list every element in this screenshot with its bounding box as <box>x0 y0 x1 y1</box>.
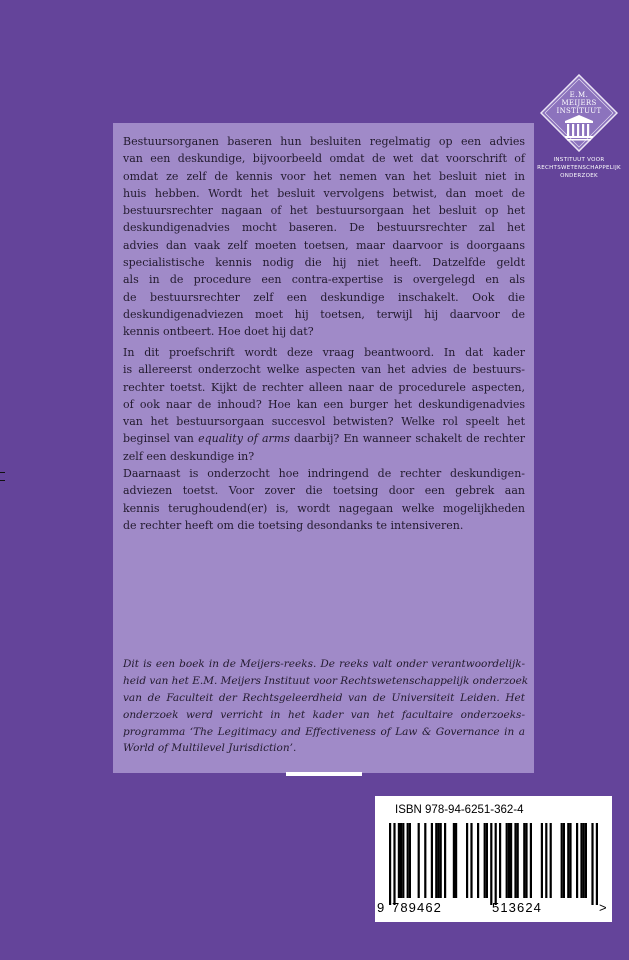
barcode-bar <box>530 823 532 898</box>
text-line: specialistische kennis nodig die hij niet heeft. Datzelfde geldt <box>123 256 525 270</box>
barcode-bar <box>517 823 519 898</box>
logo-institute: INSTITUUT <box>556 107 602 115</box>
text-line: van het bestuursorgaan succesvol betwisten? Welke rol speelt het <box>123 415 525 429</box>
barcode-bar <box>424 823 426 898</box>
barcode-bar <box>435 823 437 898</box>
text-line: rechter toetst. Kijkt de rechter alleen naar de procedurele aspecten, <box>123 380 525 394</box>
text-line: is allereerst onderzocht welke aspecten van het advies de bestuurs- <box>123 363 525 377</box>
text-line-with-emphasis <box>123 430 525 447</box>
text-line: van de Faculteit der Rechtsgeleerdheid van de Universiteit Leiden. Het <box>123 691 525 704</box>
barcode-quiet-zone-mark: > <box>599 900 607 915</box>
barcode-bar <box>523 823 525 898</box>
barcode-bar <box>495 823 497 905</box>
text-line: programma ‘The Legitimacy and Effectiveness of Law & Governance in a <box>123 725 525 738</box>
isbn-label: ISBN 978-94-6251-362-4 <box>395 804 524 816</box>
series-note <box>123 656 529 757</box>
barcode-bar <box>545 823 547 898</box>
barcode-bar <box>440 823 442 898</box>
barcode-bar <box>499 823 501 898</box>
barcode-bar <box>583 823 585 898</box>
barcode-bar <box>585 823 587 898</box>
summary-paragraph-intro <box>123 133 525 341</box>
barcode-bar <box>484 823 486 898</box>
barcode-bar <box>490 823 492 905</box>
text-line: adviezen toetst. Voor zover die toetsing door een gebrek aan <box>123 484 525 498</box>
barcode-bar <box>444 823 446 898</box>
barcode-bar <box>525 823 527 898</box>
barcode-bar <box>561 823 563 898</box>
text-line: omdat ze zelf de kennis voor het nemen van het besluit niet in <box>123 169 525 183</box>
barcode-bar <box>576 823 578 898</box>
logo-name: MEIJERS <box>561 99 597 107</box>
text-line: kennis ontbeert. Hoe doet hij dat? <box>123 325 314 339</box>
barcode-bar <box>418 823 420 898</box>
barcode-bar <box>398 823 400 898</box>
barcode-bar <box>510 823 512 898</box>
text-line: van een deskundige, bijvoorbeeld omdat de wet dat voorschrift of <box>123 152 525 166</box>
logo-subtitle-line: INSTITUUT VOOR <box>553 157 605 163</box>
logo-subtitle-line: ONDERZOEK <box>560 173 598 179</box>
text-segment: beginsel van <box>123 432 199 446</box>
barcode-bar <box>591 823 593 905</box>
barcode-bar <box>486 823 488 898</box>
barcode-bar <box>409 823 411 898</box>
text-line: In dit proefschrift wordt deze vraag beantwoord. In dat kader <box>123 346 525 359</box>
barcode-bar <box>506 823 508 898</box>
text-line: of ook naar de inhoud? Hoe kan een burger het deskundigenadvies <box>123 397 525 411</box>
barcode-digits-right: 513624 <box>492 900 542 915</box>
text-line: huis hebben. Wordt het besluit vervolgens betwist, dan moet de <box>123 186 525 200</box>
barcode-bar <box>508 823 510 898</box>
text-line: bestuursrechter nagaan of het bestuursorgaan het besluit op het <box>123 204 525 218</box>
barcode-bar <box>393 823 395 905</box>
barcode-bar <box>431 823 433 898</box>
logo-subtitle <box>535 156 623 180</box>
barcode-bar <box>514 823 516 898</box>
text-line: zelf een deskundige in? <box>123 449 255 463</box>
trim-mark-bottom <box>0 480 5 481</box>
text-line: de bestuursrechter zelf een deskundige inschakelt. Ook die <box>123 290 525 304</box>
barcode-bar <box>400 823 402 898</box>
barcode-bar <box>455 823 457 898</box>
barcode-digits-left: 789462 <box>392 900 442 915</box>
text-line: als in de procedure een contra-expertise is overgelegd en als <box>123 273 525 287</box>
barcode-bar <box>541 823 543 898</box>
summary-panel <box>113 123 534 773</box>
barcode-bar <box>466 823 468 898</box>
text-line: World of Multilevel Jurisdiction’. <box>123 742 297 755</box>
text-line: Dit is een boek in de Meijers-reeks. De reeks valt onder verantwoordelijk- <box>123 658 525 670</box>
emphasis-term: equality of arms <box>198 432 290 446</box>
barcode-bar <box>453 823 455 898</box>
text-line: kennis terughoudend(er) is, wordt nagegaan welke mogelijkheden <box>123 501 525 515</box>
barcode-bar <box>580 823 582 898</box>
text-line: Bestuursorganen baseren hun besluiten regelmatig op een advies <box>123 135 525 148</box>
isbn-barcode <box>375 796 612 922</box>
text-line: onderzoek werd verricht in het kader van het facultaire onderzoeks- <box>123 708 525 721</box>
barcode-bar <box>550 823 552 898</box>
text-line: deskundigenadviezen moet hij toetsen, terwijl hij daarvoor de <box>123 307 525 321</box>
barcode-bar <box>470 823 472 898</box>
text-line: Daarnaast is onderzocht hoe indringend de rechter deskundigen- <box>123 467 525 481</box>
text-segment: daarbij? En wanneer schakelt de rechter <box>294 432 525 446</box>
barcode-bar <box>596 823 598 905</box>
divider-bar <box>286 772 362 776</box>
barcode-bar <box>567 823 569 898</box>
barcode-bar <box>437 823 439 898</box>
text-line: de rechter heeft om die toetsing desondanks te intensiveren. <box>123 518 464 532</box>
barcode-bar <box>389 823 391 905</box>
barcode-digit-first: 9 <box>377 900 385 915</box>
logo-subtitle-line: RECHTSWETENSCHAPPELIJK <box>537 165 621 171</box>
barcode-bar <box>477 823 479 898</box>
meijers-institute-logo <box>540 74 618 152</box>
logo-initials: E.M. <box>569 91 589 99</box>
text-line: deskundigenadvies mocht baseren. De bestuursrechter zal het <box>123 221 525 235</box>
barcode-bar <box>563 823 565 898</box>
trim-mark-top <box>0 472 5 473</box>
barcode-bar <box>402 823 404 898</box>
barcode-bar <box>407 823 409 898</box>
text-line: heid van het E.M. Meijers Instituut voor Rechtswetenschappelijk onderzoek <box>123 674 529 687</box>
text-line: advies dan vaak zelf moeten toetsen, maar daarvoor is doorgaans <box>123 238 525 252</box>
summary-paragraph-research <box>123 344 525 534</box>
barcode-bar <box>569 823 571 898</box>
